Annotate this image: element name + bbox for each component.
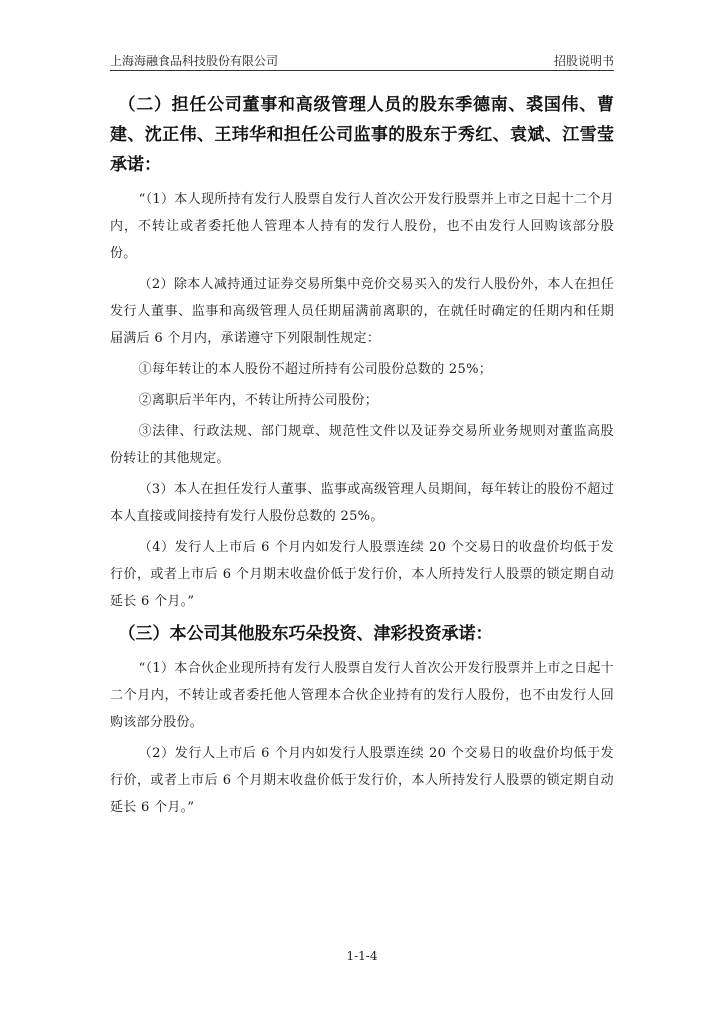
- section-2-paragraph-4: ②离职后半年内，不转让所持公司股份；: [138, 393, 378, 408]
- header-divider: [110, 70, 614, 71]
- page-header: [110, 50, 614, 70]
- section-2-paragraph-5: ③法律、行政法规、部门规章、规范性文件以及证券交易所业务规则对董监高股份转让的其他规定。: [110, 424, 614, 466]
- section-2-heading: （二）担任公司董事和高级管理人员的股东季德南、裘国伟、曹建、沈正伟、王玮华和担任公司监事的股东于秀红、袁斌、江雪莹承诺：: [110, 95, 614, 175]
- section-3-paragraph-2: （2）发行人上市后 6 个月内如发行人股票连续 20 个交易日的收盘价均低于发行价，或者上市后 6 个月期末收盘价低于发行价，本人所持发行人股票的锁定期自动延长 6 个月。”: [110, 746, 614, 815]
- header-document-type: 招股说明书: [553, 54, 614, 68]
- header-company-name: 上海海融食品科技股份有限公司: [110, 54, 279, 68]
- section-3-paragraph-1: “（1）本合伙企业现所持有发行人股票自发行人首次公开发行股票并上市之日起十二个月内，不转让或者委托他人管理本合伙企业持有的发行人股份，也不由发行人回购该部分股份。: [110, 661, 614, 730]
- section-3-heading: （三）本公司其他股东巧朵投资、津彩投资承诺：: [118, 624, 493, 644]
- page-number: 1-1-4: [346, 949, 378, 963]
- document-body: [110, 90, 614, 825]
- section-2-paragraph-7: （4）发行人上市后 6 个月内如发行人股票连续 20 个交易日的收盘价均低于发行价，或者上市后 6 个月期末收盘价低于发行价，本人所持发行人股票的锁定期自动延长 6 个月。”: [110, 540, 614, 609]
- section-2-paragraph-6: （3）本人在担任发行人董事、监事或高级管理人员期间，每年转让的股份不超过本人直接或间接持有发行人股份总数的 25%。: [110, 482, 614, 524]
- section-2-paragraph-2: （2）除本人减持通过证券交易所集中竞价交易买入的发行人股份外，本人在担任发行人董事、监事和高级管理人员任期届满前离职的，在就任时确定的任期内和任期届满后 6 个月内，承诺遵守下列限制性规定：: [110, 277, 614, 346]
- section-2-paragraph-3: ①每年转让的本人股份不超过所持有公司股份总数的 25%；: [138, 362, 493, 377]
- section-2-paragraph-1: “（1）本人现所持有发行人股票自发行人首次公开发行股票并上市之日起十二个月内，不转让或者委托他人管理本人持有的发行人股份，也不由发行人回购该部分股份。: [110, 192, 614, 261]
